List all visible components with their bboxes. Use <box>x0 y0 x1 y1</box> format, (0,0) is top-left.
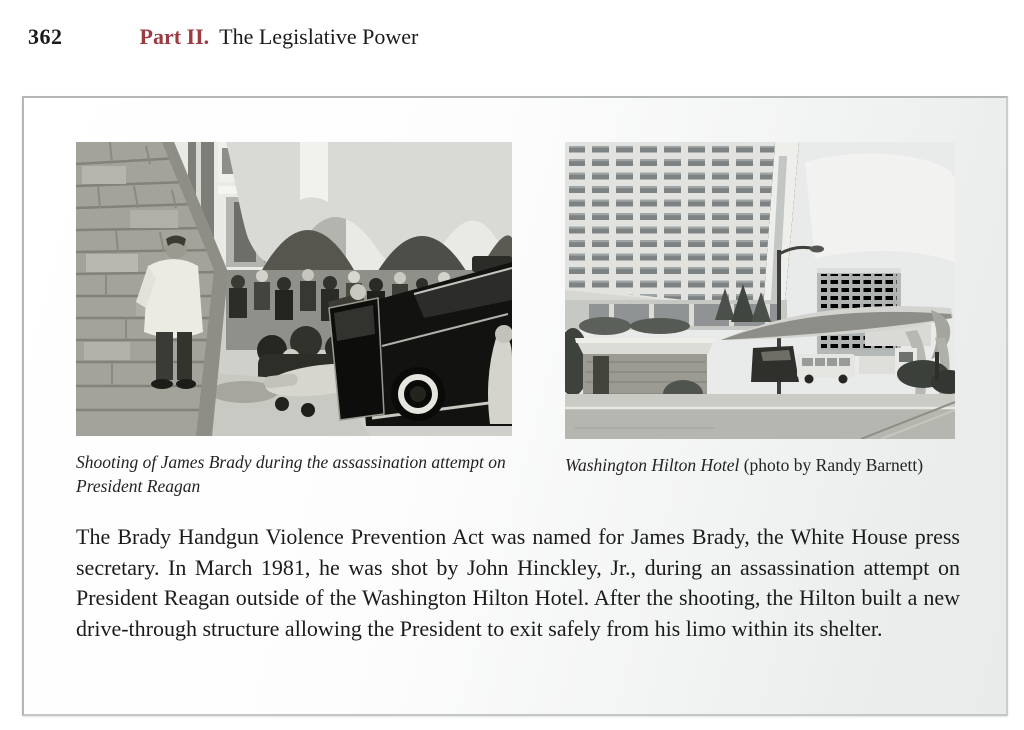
hotel-tower <box>565 142 799 324</box>
right-photo-column <box>565 142 955 477</box>
figure-body-text: The Brady Handgun Violence Prevention Act was named for James Brady, the White House press secretary. In March 1981, he was shot by John Hinckley, Jr., during an assassination attempt on President Reagan outside of the Washington Hilton Hotel. After the shooting, the Hilton built a new drive-through structure allowing the President to exit safely from his limo within its shelter. <box>76 524 960 641</box>
right-caption-title: Washington Hilton Hotel <box>565 455 740 475</box>
right-caption-rest: (photo by Randy Barnett) <box>739 455 924 475</box>
part-title: The Legislative Power <box>219 24 419 49</box>
hilton-hotel-illustration <box>565 142 955 439</box>
brady-shooting-photo <box>76 142 512 436</box>
hilton-hotel-photo <box>565 142 955 439</box>
left-photo-caption <box>76 450 512 498</box>
clouds <box>805 153 955 262</box>
photo-row <box>76 142 958 498</box>
page-number: 362 <box>28 24 63 49</box>
brady-shooting-illustration <box>76 142 512 436</box>
left-caption-text: Shooting of James Brady during the assassination attempt on President Reagan <box>76 452 506 496</box>
street <box>565 394 955 439</box>
left-photo-column <box>76 142 512 498</box>
part-label: Part II. <box>139 24 210 49</box>
right-photo-caption <box>565 453 943 477</box>
figure-box <box>22 96 1008 716</box>
page-header <box>28 24 418 50</box>
